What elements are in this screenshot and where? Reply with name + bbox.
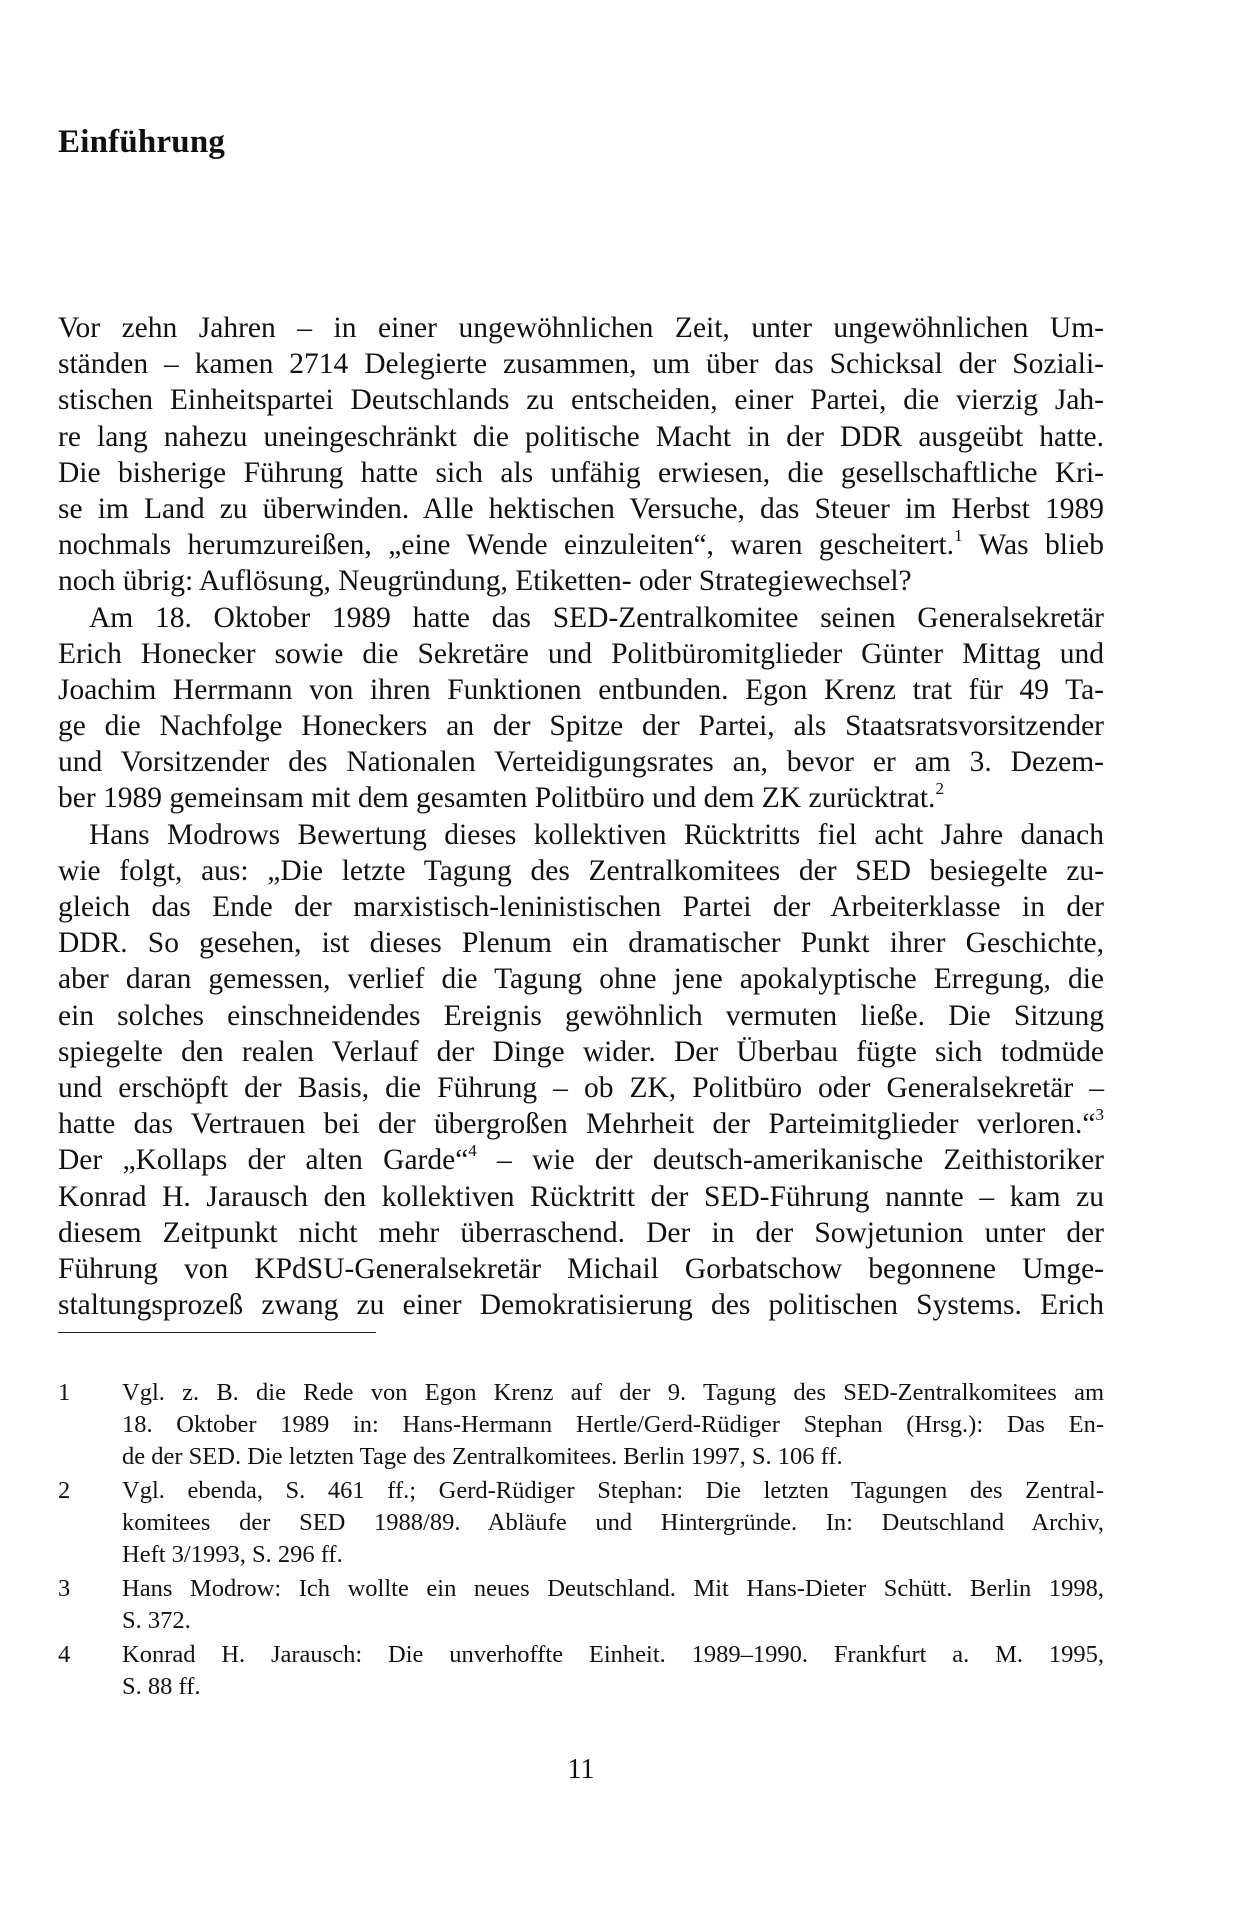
- body-line: [58, 1034, 1104, 1070]
- body-line-text-continued: – wie der deutsch-amerikanische Zeithistoriker: [476, 1144, 1104, 1177]
- body-line-text: Joachim Herrmann von ihren Funktionen entbunden. Egon Krenz trat für 49 Ta-: [58, 673, 1104, 706]
- body-line-text: stischen Einheitspartei Deutschlands zu entscheiden, einer Partei, die vierzig Jah-: [58, 384, 1104, 417]
- body-line-text: DDR. So gesehen, ist dieses Plenum ein dramatischer Punkt ihrer Geschichte,: [58, 927, 1104, 960]
- body-line: [58, 1287, 1104, 1323]
- footnote-marker: 3: [1095, 1105, 1104, 1125]
- body-line: [58, 853, 1104, 889]
- book-page: [58, 0, 1104, 1924]
- body-line-text: noch übrig: Auflösung, Neugründung, Etiketten- oder Strategiewechsel?: [58, 565, 912, 598]
- body-line-text: wie folgt, aus: „Die letzte Tagung des Zentralkomitees der SED besiegelte zu-: [58, 854, 1104, 887]
- footnote-line: komitees der SED 1988/89. Abläufe und Hintergründe. In: Deutschland Archiv,: [122, 1509, 1104, 1536]
- body-line: [58, 1142, 1104, 1178]
- body-text: [58, 310, 1104, 1323]
- body-line-text: hatte das Vertrauen bei der übergroßen Mehrheit der Parteimitglieder verloren.“: [58, 1108, 1096, 1141]
- body-line: [58, 817, 1104, 853]
- body-line: [58, 708, 1104, 744]
- footnote-marker: 2: [935, 779, 944, 799]
- footnote-line: S. 372.: [122, 1607, 191, 1634]
- footnote-line: Heft 3/1993, S. 296 ff.: [122, 1541, 343, 1568]
- footnote-line: 18. Oktober 1989 in: Hans-Hermann Hertle/Gerd-Rüdiger Stephan (Hrsg.): Das En-: [122, 1411, 1104, 1438]
- footnote: [58, 1377, 1104, 1473]
- body-line: [58, 1215, 1104, 1251]
- footnote-number: 2: [58, 1477, 71, 1504]
- body-line-text-continued: Was blieb: [962, 529, 1104, 562]
- footnote-marker: 4: [468, 1141, 477, 1161]
- body-line-text: re lang nahezu uneingeschränkt die politische Macht in der DDR ausgeübt hatte.: [58, 420, 1104, 453]
- body-line-text: Am 18. Oktober 1989 hatte das SED-Zentralkomitee seinen Generalsekretär: [89, 601, 1104, 634]
- body-line: [58, 998, 1104, 1034]
- footnote-line: de der SED. Die letzten Tage des Zentralkomitees. Berlin 1997, S. 106 ff.: [122, 1443, 843, 1470]
- footnote-line: S. 88 ff.: [122, 1673, 201, 1700]
- footnote: [58, 1573, 1104, 1637]
- body-line: [58, 310, 1104, 346]
- footnote-number: 1: [58, 1379, 71, 1406]
- body-line-text: ständen – kamen 2714 Delegierte zusammen, um über das Schicksal der Soziali-: [58, 348, 1104, 381]
- body-line: [58, 419, 1104, 455]
- body-line: [58, 346, 1104, 382]
- body-line: [58, 1179, 1104, 1215]
- body-line-text: aber daran gemessen, verlief die Tagung ohne jene apokalyptische Erregung, die: [58, 963, 1104, 996]
- body-line: [58, 636, 1104, 672]
- footnote: [58, 1475, 1104, 1571]
- body-line-text: se im Land zu überwinden. Alle hektischen Versuche, das Steuer im Herbst 1989: [58, 492, 1104, 525]
- page-number: 11: [567, 1754, 595, 1785]
- body-line: [58, 1070, 1104, 1106]
- body-line: [58, 889, 1104, 925]
- body-line-text: und erschöpft der Basis, die Führung – ob ZK, Politbüro oder Generalsekretär –: [58, 1071, 1104, 1104]
- footnotes: [58, 1377, 1104, 1703]
- body-line-text: staltungsprozeß zwang zu einer Demokratisierung des politischen Systems. Erich: [58, 1289, 1104, 1322]
- body-line-text: spiegelte den realen Verlauf der Dinge wider. Der Überbau fügte sich todmüde: [58, 1035, 1104, 1068]
- body-line-text: ber 1989 gemeinsam mit dem gesamten Politbüro und dem ZK zurücktrat.: [58, 782, 936, 815]
- footnote-line: Vgl. z. B. die Rede von Egon Krenz auf der 9. Tagung des SED-Zentralkomitees am: [122, 1379, 1104, 1406]
- body-line: [58, 672, 1104, 708]
- body-line-text: Konrad H. Jarausch den kollektiven Rücktritt der SED-Führung nannte – kam zu: [58, 1180, 1104, 1213]
- body-line-text: Die bisherige Führung hatte sich als unfähig erwiesen, die gesellschaftliche Kri-: [58, 456, 1104, 489]
- body-line-text: Vor zehn Jahren – in einer ungewöhnlichen Zeit, unter ungewöhnlichen Um-: [58, 312, 1104, 344]
- footnote-line: Vgl. ebenda, S. 461 ff.; Gerd-Rüdiger Stephan: Die letzten Tagungen des Zentral-: [122, 1477, 1104, 1504]
- body-line-text: nochmals herumzureißen, „eine Wende einzuleiten“, waren gescheitert.: [58, 529, 955, 562]
- body-line-text: gleich das Ende der marxistisch-leninistischen Partei der Arbeiterklasse in der: [58, 891, 1104, 923]
- body-line: [58, 527, 1104, 563]
- footnote-line: Konrad H. Jarausch: Die unverhoffte Einheit. 1989–1990. Frankfurt a. M. 1995,: [122, 1641, 1104, 1668]
- body-line-text: Führung von KPdSU-Generalsekretär Michail Gorbatschow begonnene Umge-: [58, 1252, 1104, 1285]
- body-line: [58, 1251, 1104, 1287]
- body-line: [58, 382, 1104, 418]
- body-line-text: Hans Modrows Bewertung dieses kollektiven Rücktritts fiel acht Jahre danach: [89, 818, 1104, 851]
- chapter-heading: Einführung: [58, 124, 226, 160]
- body-line-text: Der „Kollaps der alten Garde“: [58, 1144, 469, 1177]
- body-line: [58, 961, 1104, 997]
- footnote-marker: 1: [954, 526, 963, 546]
- footnote-line: Hans Modrow: Ich wollte ein neues Deutschland. Mit Hans-Dieter Schütt. Berlin 1998,: [122, 1575, 1104, 1602]
- body-line: [58, 600, 1104, 636]
- footnote-number: 3: [58, 1575, 71, 1602]
- body-line: [58, 780, 1104, 816]
- body-line: [58, 1106, 1104, 1142]
- footnote: [58, 1639, 1104, 1703]
- body-line-text: ge die Nachfolge Honeckers an der Spitze der Partei, als Staatsratsvorsitzender: [58, 710, 1104, 743]
- body-line-text: und Vorsitzender des Nationalen Verteidigungsrates an, bevor er am 3. Dezem-: [58, 746, 1104, 779]
- body-line-text: diesem Zeitpunkt nicht mehr überraschend. Der in der Sowjetunion unter der: [58, 1216, 1104, 1249]
- body-line-text: ein solches einschneidendes Ereignis gewöhnlich vermuten ließe. Die Sitzung: [58, 999, 1104, 1032]
- body-line: [58, 744, 1104, 780]
- body-line-text: Erich Honecker sowie die Sekretäre und Politbüromitglieder Günter Mittag und: [58, 637, 1104, 670]
- footnote-separator: [58, 1332, 376, 1333]
- footnote-number: 4: [58, 1641, 71, 1668]
- body-line: [58, 563, 1104, 599]
- body-line: [58, 455, 1104, 491]
- body-line: [58, 491, 1104, 527]
- body-line: [58, 925, 1104, 961]
